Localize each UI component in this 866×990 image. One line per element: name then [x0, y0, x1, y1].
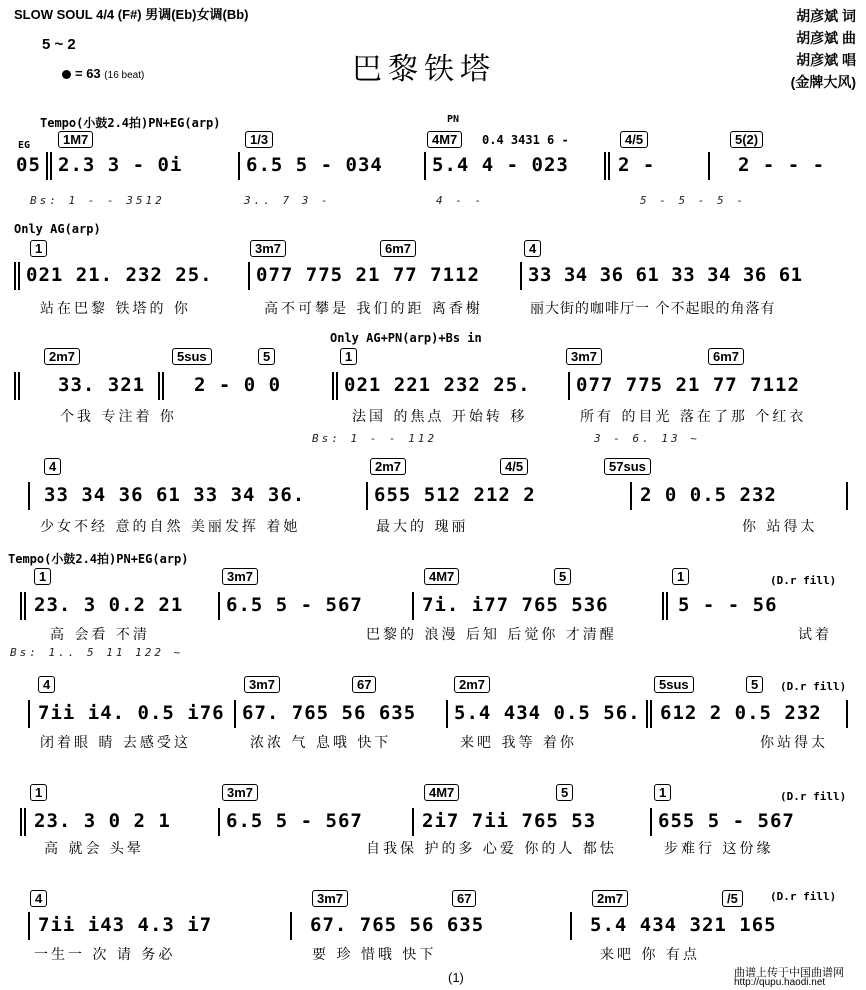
barline: [424, 152, 426, 180]
staff-line: [14, 702, 852, 732]
chord-box: 4/5: [620, 131, 648, 148]
lyric-line: 来吧 我等 着你: [460, 735, 577, 751]
chord-box: 5: [258, 348, 275, 365]
tempo-value: = 63: [75, 66, 101, 81]
lyric-line: 你站得太: [760, 735, 828, 751]
bass-line: 5 - 5 - 5 -: [640, 194, 746, 207]
measure: 7i. i77 765 536: [422, 594, 609, 616]
chord-box: 3m7: [222, 568, 258, 585]
lyric-line: 试着: [798, 627, 832, 643]
chord-box: 4: [38, 676, 55, 693]
lyric-line: 巴黎的 浪漫 后知 后觉你 才清醒: [366, 627, 617, 643]
measure: 23. 3 0.2 21: [34, 594, 184, 616]
barline: [604, 152, 610, 180]
chord-box: 4: [44, 458, 61, 475]
lyric-line: 一生一 次 请 务必: [34, 947, 176, 963]
quarter-note-icon: [62, 70, 71, 79]
barline: [332, 372, 338, 400]
chord-box: 4: [524, 240, 541, 257]
chord-box: 67: [452, 890, 476, 907]
lyric-line: 丽大街的咖啡厅一 个不起眼的角落有: [530, 301, 776, 317]
barline: [646, 700, 652, 728]
lyric-line: 高不可攀是 我们的距 离香榭: [264, 301, 483, 317]
measure: 67. 765 56 635: [310, 914, 485, 936]
lyric-line: 最大的 瑰丽: [376, 519, 469, 535]
intro-figure: 0.4 3431 6 -: [482, 133, 569, 147]
chord-box: 1: [340, 348, 357, 365]
chord-box: 5sus: [172, 348, 212, 365]
chord-box: 3m7: [312, 890, 348, 907]
lyric-line: 高 会看 不清: [50, 627, 150, 643]
bass-line: 3 - 6. 13 ~: [594, 432, 700, 445]
chord-box: 6m7: [708, 348, 744, 365]
lyric-line: 闭着眼 睛 去感受这: [40, 735, 191, 751]
credit-lyrics: 胡彦斌 词: [796, 8, 856, 24]
measure: 6.5 5 - 567: [226, 810, 363, 832]
barline: [14, 262, 20, 290]
measure: 5.4 4 - 023: [432, 154, 569, 176]
measure: 5.4 434 321 165: [590, 914, 777, 936]
barline: [708, 152, 710, 180]
barline: [238, 152, 240, 180]
measure: 021 221 232 25.: [344, 374, 531, 396]
barline: [290, 912, 292, 940]
cue: Only AG+PN(arp)+Bs in: [330, 331, 482, 345]
barline: [234, 700, 236, 728]
measure: 2 0 0.5 232: [640, 484, 777, 506]
barline: [158, 372, 164, 400]
chord-box: 4/5: [500, 458, 528, 475]
barline: [46, 152, 52, 180]
bass-line: 3.. 7 3 -: [244, 194, 331, 207]
chord-box: 1: [34, 568, 51, 585]
lyric-line: 你 站得太: [742, 519, 818, 535]
barline: [630, 482, 632, 510]
chord-box: 4: [30, 890, 47, 907]
barline: [20, 592, 26, 620]
lyric-line: 个我 专注着 你: [60, 409, 177, 425]
measure: 05: [16, 154, 41, 176]
cue: EG: [18, 140, 31, 151]
measure: 2i7 7ii 765 53: [422, 810, 597, 832]
staff-line: [14, 810, 852, 840]
measure: 2 -: [618, 154, 656, 176]
measure: 33 34 36 61 33 34 36 61: [528, 264, 803, 286]
barline: [28, 482, 30, 510]
staff-line: [14, 374, 852, 404]
chord-box: 1M7: [58, 131, 93, 148]
chord-box: 4M7: [424, 784, 459, 801]
chord-box: 4M7: [424, 568, 459, 585]
measure: 23. 3 0 2 1: [34, 810, 171, 832]
barline: [218, 808, 220, 836]
measure: 6.5 5 - 034: [246, 154, 383, 176]
measure: 33. 321: [58, 374, 146, 396]
chord-box: 2m7: [370, 458, 406, 475]
barline: [28, 700, 30, 728]
barline: [650, 808, 652, 836]
lyric-line: 要 珍 惜哦 快下: [312, 947, 437, 963]
staff-line: [14, 154, 852, 184]
cue: (D.r fill): [780, 680, 847, 693]
barline: [846, 482, 848, 510]
barline: [248, 262, 250, 290]
credit-music: 胡彦斌 曲: [796, 30, 856, 46]
cue: PN: [447, 114, 460, 125]
measure: 7ii i4. 0.5 i76: [38, 702, 225, 724]
chord-box: 3m7: [244, 676, 280, 693]
barline: [14, 372, 20, 400]
bass-line: Bs: 1 - - 3512: [30, 194, 165, 207]
barline: [412, 808, 414, 836]
lyric-line: 自我保 护的多 心爱 你的人 都怯: [366, 841, 617, 857]
staff-line: [14, 914, 852, 944]
tempo-note: (16 beat): [104, 70, 145, 81]
cue: (D.r fill): [770, 890, 837, 903]
lyric-line: 少女不经 意的自然 美丽发挥 着她: [40, 519, 301, 535]
measure: 67. 765 56 635: [242, 702, 417, 724]
chord-box: 5: [556, 784, 573, 801]
lyric-line: 来吧 你 有点: [600, 947, 700, 963]
measure: 7ii i43 4.3 i7: [38, 914, 213, 936]
tempo-mark: [62, 66, 144, 81]
chord-box: 2m7: [592, 890, 628, 907]
barline: [520, 262, 522, 290]
chord-box: 5: [554, 568, 571, 585]
measure: 33 34 36 61 33 34 36.: [44, 484, 306, 506]
chord-box: 1: [672, 568, 689, 585]
barline: [568, 372, 570, 400]
cue: (D.r fill): [780, 790, 847, 803]
chord-box: 6m7: [380, 240, 416, 257]
measure: 077 775 21 77 7112: [576, 374, 800, 396]
measure: 5 - - 56: [678, 594, 778, 616]
chord-box: 5: [746, 676, 763, 693]
lyric-line: 法国 的焦点 开始转 移: [352, 409, 528, 425]
bass-line: Bs: 1.. 5 11 122 ~: [10, 646, 184, 659]
chord-box: 57sus: [604, 458, 651, 475]
measure: 612 2 0.5 232: [660, 702, 822, 724]
cue: Tempo(小鼓2.4拍)PN+EG(arp): [40, 116, 221, 130]
barline: [366, 482, 368, 510]
cue: Only AG(arp): [14, 222, 101, 236]
chord-box: 3m7: [222, 784, 258, 801]
measure: 5.4 434 0.5 56.: [454, 702, 641, 724]
barline: [218, 592, 220, 620]
measure: 2 - - -: [738, 154, 826, 176]
measure: 6.5 5 - 567: [226, 594, 363, 616]
measure: 2 - 0 0: [194, 374, 282, 396]
chord-box: 3m7: [250, 240, 286, 257]
vocal-range: 5 ~ 2: [42, 36, 76, 53]
measure: 077 775 21 77 7112: [256, 264, 480, 286]
staff-line: [14, 594, 852, 624]
song-title: 巴黎铁塔: [352, 52, 496, 87]
chord-box: 1/3: [245, 131, 273, 148]
style-key: SLOW SOUL 4/4 (F#) 男调(Eb)女调(Bb): [14, 7, 249, 22]
chord-box: 67: [352, 676, 376, 693]
barline: [846, 700, 848, 728]
chord-box: 2m7: [44, 348, 80, 365]
watermark-url: http://qupu.haodi.net: [734, 977, 826, 988]
chord-box: 1: [30, 240, 47, 257]
bass-line: Bs: 1 - - 112: [312, 432, 438, 445]
barline: [662, 592, 668, 620]
cue: Tempo(小鼓2.4拍)PN+EG(arp): [8, 552, 189, 566]
bass-line: 4 - -: [436, 194, 485, 207]
cue: (D.r fill): [770, 574, 837, 587]
measure: 655 5 - 567: [658, 810, 795, 832]
chord-box: /5: [722, 890, 743, 907]
measure: 655 512 212 2: [374, 484, 536, 506]
credit-label: (金牌大风): [790, 74, 856, 90]
chord-box: 1: [654, 784, 671, 801]
barline: [28, 912, 30, 940]
chord-box: 1: [30, 784, 47, 801]
measure: 021 21. 232 25.: [26, 264, 213, 286]
chord-box: 2m7: [454, 676, 490, 693]
lyric-line: 站在巴黎 铁塔的 你: [40, 301, 191, 317]
staff-line: [14, 264, 852, 294]
chord-box: 5(2): [730, 131, 763, 148]
lyric-line: 高 就会 头晕: [44, 841, 144, 857]
chord-box: 5sus: [654, 676, 694, 693]
lyric-line: 所有 的目光 落在了那 个红衣: [580, 409, 807, 425]
measure: 2.3 3 - 0i: [58, 154, 183, 176]
chord-box: 4M7: [427, 131, 462, 148]
credit-singer: 胡彦斌 唱: [796, 52, 856, 68]
barline: [570, 912, 572, 940]
barline: [446, 700, 448, 728]
page-number: (1): [448, 970, 464, 985]
chord-box: 3m7: [566, 348, 602, 365]
watermark-text: 曲谱上传于中国曲谱网: [734, 967, 844, 979]
staff-line: [14, 484, 852, 514]
lyric-line: 步难行 这份缘: [664, 841, 774, 857]
barline: [20, 808, 26, 836]
lyric-line: 浓浓 气 息哦 快下: [250, 735, 392, 751]
barline: [412, 592, 414, 620]
